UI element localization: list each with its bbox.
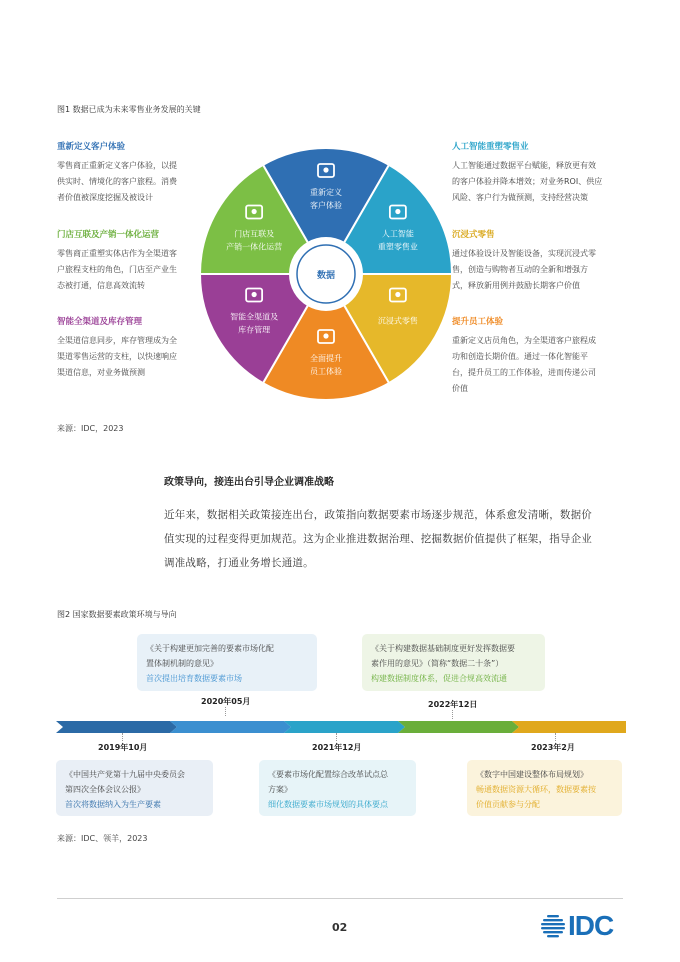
figure1-item	[452, 140, 632, 206]
figure1-item-text-line: 渠道信息，对业务做预测	[57, 368, 145, 377]
timeline-connector	[452, 710, 453, 719]
policy-card-subtitle: 细化数据要素市场规划的具体要点	[268, 800, 388, 809]
policy-card	[362, 634, 545, 691]
policy-card-title-line: 方案》	[268, 785, 292, 794]
timeline-segment	[170, 721, 291, 733]
figure1-item-text-line: 风险、客户行为做预测，支持经营决策	[452, 193, 588, 202]
section-heading: 政策导向，接连出台引导企业调准战略	[164, 477, 334, 488]
figure1-title: 图1 数据已成为未来零售业务发展的关键	[57, 105, 201, 114]
policy-card-title-line: 《中国共产党第十九届中央委员会	[65, 770, 185, 779]
idc-logo-text: IDC	[568, 910, 614, 941]
figure1-item-title: 沉浸式零售	[452, 230, 495, 240]
donut-segment-label: 重塑零售业	[377, 242, 418, 252]
paragraph-line: 值实现的过程变得更加规范。这为企业推进数据治理、挖掘数据价值提供了框架，指导企业	[164, 533, 592, 545]
idc-logo	[541, 912, 626, 942]
figure1-item-text-line: 人工智能通过数据平台赋能，释放更有效	[452, 161, 596, 170]
figure1-item	[452, 315, 632, 397]
figure1-item-text-line: 供实时、情境化的客户旅程。消费	[57, 177, 177, 186]
policy-card-title-line: 《关于构建数据基础制度更好发挥数据要	[371, 644, 515, 653]
figure2-source: 来源：IDC、领羊，2023	[57, 834, 148, 843]
policy-card-title-line: 《要素市场化配置综合改革试点总	[268, 770, 388, 779]
figure2-timeline-arrow	[56, 719, 626, 735]
figure1-item-text-line: 通过体验设计及智能设备，实现沉浸式零	[452, 249, 596, 258]
donut-segment-label: 人工智能	[381, 229, 414, 239]
policy-card-title-line: 第四次全体会议公报》	[65, 785, 145, 794]
donut-segment-label: 产销一体化运营	[226, 242, 283, 252]
donut-segment-label: 客户体验	[310, 201, 342, 210]
figure1-item	[452, 228, 632, 294]
page-number: 02	[332, 921, 348, 934]
figure1-item-text-line: 零售商正重塑实体店作为全渠道客	[57, 249, 177, 258]
footer-divider	[57, 898, 623, 899]
figure1-item	[57, 315, 207, 381]
policy-card-title-line: 置体制机制的意见》	[146, 659, 218, 668]
policy-card	[259, 760, 416, 816]
figure1-item-text-line: 的客户体验并降本增效；对业务ROI、供应	[452, 177, 603, 186]
policy-card-title-line: 《关于构建更加完善的要素市场化配	[146, 644, 274, 653]
figure1-item-title: 人工智能重塑零售业	[452, 142, 529, 152]
figure1-item-title: 重新定义客户体验	[57, 142, 126, 152]
timeline-date: 2019年10月	[98, 743, 148, 752]
figure1-item-text-line: 重新定义店员角色，为全渠道客户旅程成	[452, 336, 596, 345]
figure1-item-title: 智能全渠道及库存管理	[57, 317, 143, 327]
policy-card-subtitle: 畅通数据资源大循环，数据要素按	[476, 785, 596, 794]
figure1-donut-chart	[195, 143, 457, 405]
figure1-item-text-line: 式，释放新用例并鼓励长期客户价值	[452, 281, 580, 290]
timeline-connector	[555, 733, 556, 741]
donut-center-label: 数据	[316, 271, 336, 281]
policy-card-subtitle: 首次将数据纳入为生产要素	[65, 800, 161, 809]
policy-card	[137, 634, 317, 691]
policy-card-subtitle: 首次提出培育数据要素市场	[146, 674, 242, 683]
timeline-date: 2020年05月	[201, 697, 251, 706]
figure1-item-text-line: 户旅程支柱的角色，门店至产业生	[57, 265, 177, 274]
figure1-item	[57, 140, 207, 206]
policy-card	[467, 760, 622, 816]
figure1-item-text-line: 者价值被深度挖掘及被设计	[57, 193, 153, 202]
figure1-item	[57, 228, 207, 294]
figure1-item-text-line: 态被打通，信息高效流转	[57, 281, 145, 290]
timeline-connector	[122, 733, 123, 741]
donut-segment-label: 重新定义	[310, 188, 342, 197]
policy-card-subtitle: 构建数据制度体系，促进合规高效流通	[371, 674, 507, 683]
idc-globe-icon	[541, 914, 565, 940]
timeline-date: 2021年12月	[312, 743, 362, 752]
timeline-segment	[512, 721, 626, 733]
donut-segment-label: 门店互联及	[234, 229, 275, 239]
timeline-segment	[398, 721, 519, 733]
timeline-connector	[225, 707, 226, 716]
figure1-item-title: 提升员工体验	[452, 317, 504, 327]
figure1-source: 来源：IDC，2023	[57, 424, 124, 433]
paragraph-line: 近年来，数据相关政策接连出台，政策指向数据要素市场逐步规范，体系愈发清晰，数据价	[164, 509, 592, 521]
policy-card-subtitle: 价值贡献参与分配	[476, 800, 540, 809]
policy-card-title-line: 素作用的意见》（简称“数据二十条”）	[371, 659, 504, 668]
timeline-segment	[284, 721, 405, 733]
paragraph-line: 调准战略，打通业务增长通道。	[164, 557, 314, 569]
timeline-connector	[336, 733, 337, 741]
donut-segment-label: 全面提升	[310, 354, 342, 363]
policy-card	[56, 760, 213, 816]
timeline-segment	[56, 721, 177, 733]
figure1-item-text-line: 台，提升员工的工作体验，进而传递公司	[452, 368, 596, 377]
donut-segment-label: 智能全渠道及	[230, 312, 279, 322]
donut-segment-label: 库存管理	[238, 325, 271, 335]
donut-segment-label: 员工体验	[310, 367, 342, 376]
figure1-item-text-line: 零售商正重新定义客户体验，以提	[57, 161, 177, 170]
donut-segment-label: 沉浸式零售	[377, 316, 418, 326]
figure2-title: 图2 国家数据要素政策环境与导向	[57, 610, 177, 619]
timeline-date: 2022年12日	[428, 700, 478, 709]
figure1-item-text-line: 售，创造与购物者互动的全新和增强方	[452, 265, 588, 274]
figure1-item-text-line: 全渠道信息同步，库存管理成为全	[57, 336, 177, 345]
figure1-item-text-line: 渠道零售运营的支柱，以快速响应	[57, 352, 177, 361]
figure1-item-text-line: 功和创造长期价值。通过一体化智能平	[452, 352, 588, 361]
policy-card-title-line: 《数字中国建设整体布局规划》	[476, 770, 588, 779]
figure1-item-text-line: 价值	[452, 384, 468, 393]
figure1-item-title: 门店互联及产销一体化运营	[57, 230, 160, 240]
section-paragraph	[164, 503, 634, 575]
timeline-date: 2023年2月	[531, 743, 575, 752]
